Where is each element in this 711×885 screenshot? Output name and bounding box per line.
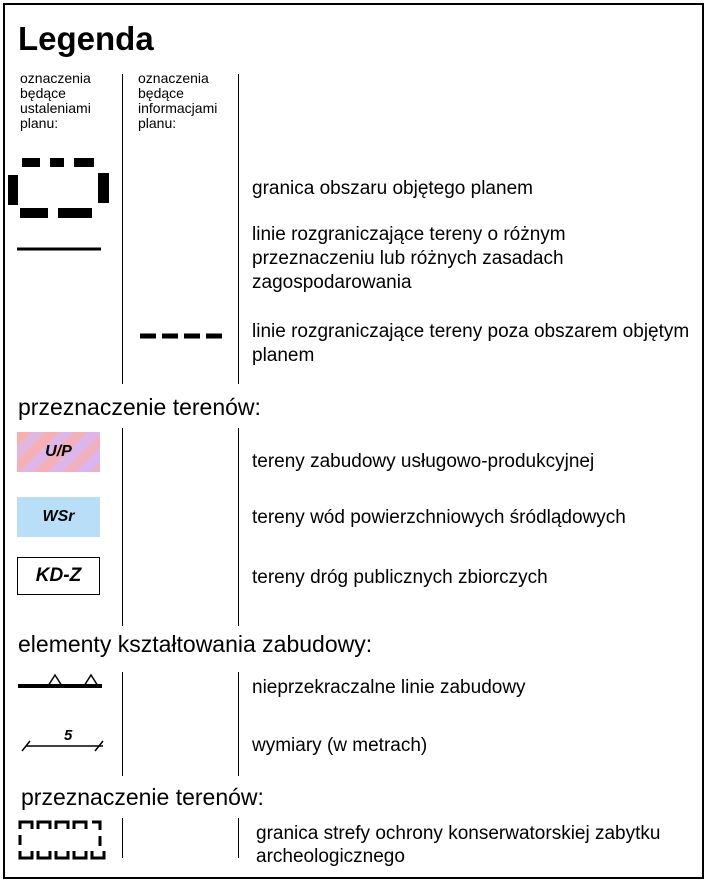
label-wsr: tereny wód powierzchniowych śródlądowych xyxy=(252,507,626,528)
column-divider-8 xyxy=(238,818,239,858)
symbol-kdz-code: KD-Z xyxy=(35,565,82,586)
column-divider-4 xyxy=(238,428,239,626)
dimension-label: wymiary (w metrach) xyxy=(252,735,428,756)
building-line-label: nieprzekraczalne linie zabudowy xyxy=(252,677,526,698)
symbol-up-code: U/P xyxy=(45,443,72,460)
legend-title: Legenda xyxy=(18,20,154,57)
column-divider-7 xyxy=(122,818,123,858)
column-header-binding: oznaczenia będące ustaleniami planu: xyxy=(20,70,91,131)
column-divider-5 xyxy=(122,672,123,776)
label-up: tereny zabudowy usługowo-produkcyjnej xyxy=(252,451,595,472)
symbol-wsr-code: WSr xyxy=(42,508,75,525)
section-heading-building-elements: elementy kształtowania zabudowy: xyxy=(18,631,373,657)
outside-lines-label: linie rozgraniczające tereny poza obszarem objętym planem xyxy=(252,321,690,366)
conservation-zone-label: granica strefy ochrony konserwatorskiej zabytku archeologicznego xyxy=(256,823,661,867)
column-divider-2 xyxy=(238,74,239,384)
column-header-informational: oznaczenia będące informacjami planu: xyxy=(138,70,218,131)
section-heading-land-use: przeznaczenie terenów: xyxy=(18,394,261,420)
label-kdz: tereny dróg publicznych zbiorczych xyxy=(252,567,548,588)
section-heading-land-use-2: przeznaczenie terenów: xyxy=(21,784,264,810)
column-divider-6 xyxy=(238,672,239,776)
column-divider-3 xyxy=(122,428,123,626)
conservation-zone-symbol xyxy=(0,0,120,870)
dimension-value: 5 xyxy=(64,727,73,744)
dividing-lines-label: linie rozgraniczające tereny o różnym przeznaczeniu lub różnych zasadach zagospodarowania xyxy=(252,224,566,293)
plan-boundary-label: granica obszaru objętego planem xyxy=(252,178,533,199)
